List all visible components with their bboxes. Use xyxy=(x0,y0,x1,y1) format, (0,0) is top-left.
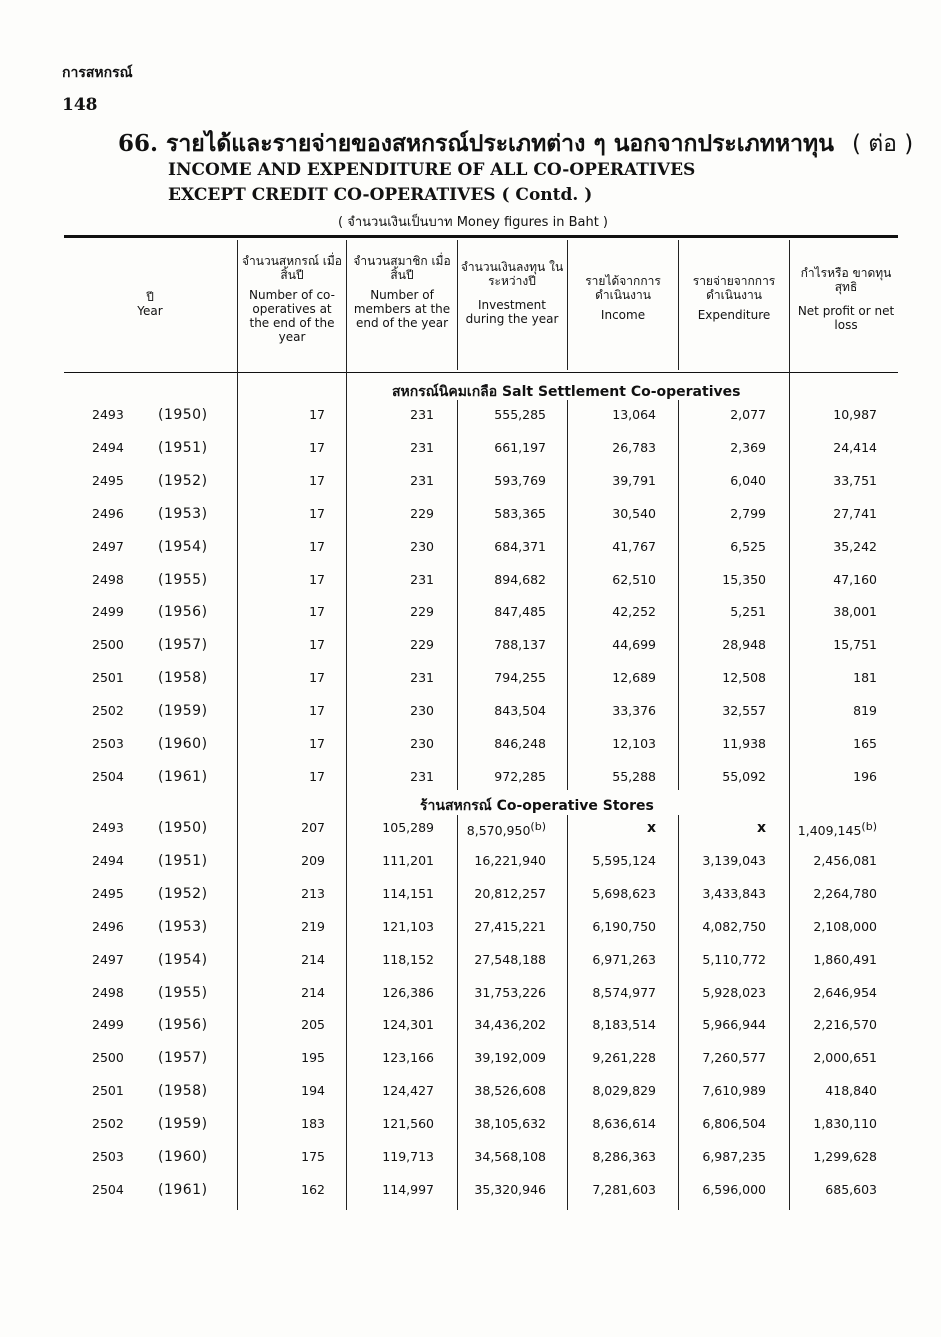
income-cell: 62,510 xyxy=(612,571,656,587)
year-be: 2499 xyxy=(92,604,124,620)
title-thai-contd: ( ต่อ ) xyxy=(851,131,914,157)
expenditure-cell: 5,251 xyxy=(730,604,766,620)
year-be: 2493 xyxy=(92,820,124,835)
members-cell: 231 xyxy=(410,439,434,455)
year-be: 2494 xyxy=(92,852,124,868)
expenditure-cell: 4,082,750 xyxy=(702,918,766,934)
members-cell: 229 xyxy=(410,604,434,620)
year-ce: (1958) xyxy=(158,1083,208,1100)
members-cell: 124,301 xyxy=(382,1017,434,1033)
table-row xyxy=(0,952,941,972)
year-be: 2499 xyxy=(92,1017,124,1033)
table-top-rule xyxy=(64,235,898,238)
table-row xyxy=(0,604,941,624)
members-cell: 231 xyxy=(410,407,434,422)
net-profit-cell: 2,000,651 xyxy=(813,1050,877,1066)
column-header-year xyxy=(64,290,236,318)
year-ce: (1961) xyxy=(158,1181,208,1198)
cooperatives-cell: 17 xyxy=(309,505,325,521)
income-cell: 5,698,623 xyxy=(592,885,656,901)
expenditure-cell: 5,928,023 xyxy=(702,984,766,1000)
investment-cell: 555,285 xyxy=(494,407,546,422)
net-profit-cell: 1,299,628 xyxy=(813,1149,877,1164)
net-profit-cell: 196 xyxy=(853,768,877,784)
table-row xyxy=(0,703,941,723)
year-ce: (1956) xyxy=(158,1017,208,1034)
year-be: 2493 xyxy=(92,407,124,422)
table-row xyxy=(0,670,941,690)
cooperatives-cell: 175 xyxy=(301,1149,325,1164)
year-be: 2495 xyxy=(92,472,124,488)
money-units-note: ( จำนวนเงินเป็นบาท Money figures in Baht ) xyxy=(338,215,608,230)
table-row xyxy=(0,820,941,840)
investment-cell: 583,365 xyxy=(494,505,546,521)
year-be: 2501 xyxy=(92,670,124,686)
section-title-cooperative-stores: ร้านสหกรณ์ Co-operative Stores xyxy=(420,798,654,814)
table-row xyxy=(0,637,941,657)
column-divider xyxy=(678,240,679,370)
column-header-investment xyxy=(460,260,564,326)
income-cell: 33,376 xyxy=(612,703,656,719)
expenditure-cell: 55,092 xyxy=(722,768,766,784)
investment-cell: 661,197 xyxy=(494,439,546,455)
year-be: 2504 xyxy=(92,1181,124,1197)
table-title-english-line2: EXCEPT CREDIT CO-OPERATIVES ( Contd. ) xyxy=(168,185,593,205)
year-ce: (1951) xyxy=(158,439,208,456)
column-header-english: Expenditure xyxy=(697,308,771,322)
investment-cell: 843,504 xyxy=(494,703,546,719)
investment-cell: 8,570,950$^{(b)}$ xyxy=(466,820,546,839)
investment-cell: 794,255 xyxy=(494,670,546,686)
table-row xyxy=(0,985,941,1005)
year-be: 2502 xyxy=(92,703,124,719)
running-header-category: การสหกรณ์ xyxy=(62,65,133,81)
income-cell: 12,103 xyxy=(612,736,656,751)
cooperatives-cell: 17 xyxy=(309,736,325,751)
column-header-cooperatives xyxy=(241,254,343,344)
expenditure-cell: 6,040 xyxy=(730,472,766,488)
members-cell: 111,201 xyxy=(382,852,434,868)
year-ce: (1958) xyxy=(158,670,208,687)
expenditure-cell: 15,350 xyxy=(722,571,766,587)
table-title-english-line1: INCOME AND EXPENDITURE OF ALL CO-OPERATIVES xyxy=(168,160,696,180)
cooperatives-cell: 17 xyxy=(309,538,325,554)
year-be: 2496 xyxy=(92,918,124,934)
table-row xyxy=(0,1083,941,1103)
column-header-thai: จำนวนสมาชิก เมื่อสิ้นปี xyxy=(353,254,451,282)
year-ce: (1953) xyxy=(158,505,208,522)
year-ce: (1954) xyxy=(158,538,208,555)
expenditure-cell: 2,077 xyxy=(730,407,766,422)
expenditure-cell: 5,110,772 xyxy=(702,951,766,967)
cooperatives-cell: 194 xyxy=(301,1083,325,1099)
footnote-marker: (b) xyxy=(530,820,546,833)
cooperatives-cell: 219 xyxy=(301,918,325,934)
table-row xyxy=(0,886,941,906)
members-cell: 105,289 xyxy=(382,820,434,835)
table-number: 66. xyxy=(118,130,159,157)
cooperatives-cell: 17 xyxy=(309,439,325,455)
column-header-english: Number of members at the end of the year xyxy=(353,288,451,330)
expenditure-cell: 7,260,577 xyxy=(702,1050,766,1066)
table-row xyxy=(0,539,941,559)
income-cell: 26,783 xyxy=(612,439,656,455)
column-header-thai: รายได้จากการ ดำเนินงาน xyxy=(585,274,661,302)
cooperatives-cell: 195 xyxy=(301,1050,325,1066)
members-cell: 230 xyxy=(410,538,434,554)
net-profit-cell: 24,414 xyxy=(833,439,877,455)
column-divider xyxy=(457,240,458,370)
net-profit-cell: 2,456,081 xyxy=(813,852,877,868)
expenditure-cell: 28,948 xyxy=(722,637,766,653)
year-ce: (1957) xyxy=(158,1050,208,1067)
members-cell: 230 xyxy=(410,736,434,751)
income-cell: 8,029,829 xyxy=(592,1083,656,1099)
investment-cell: 593,769 xyxy=(494,472,546,488)
members-cell: 119,713 xyxy=(382,1149,434,1164)
cooperatives-cell: 17 xyxy=(309,407,325,422)
year-ce: (1953) xyxy=(158,918,208,935)
income-cell: 8,636,614 xyxy=(592,1116,656,1132)
year-ce: (1960) xyxy=(158,1149,208,1165)
members-cell: 231 xyxy=(410,472,434,488)
column-header-english: Investment during the year xyxy=(465,298,559,326)
column-header-english: Income xyxy=(600,308,646,322)
cooperatives-cell: 17 xyxy=(309,604,325,620)
investment-cell: 847,485 xyxy=(494,604,546,620)
title-thai-text: รายได้และรายจ่ายของสหกรณ์ประเภทต่าง ๆ นอกจากประเภทหาทุน xyxy=(166,131,834,157)
income-cell: 44,699 xyxy=(612,637,656,653)
cooperatives-cell: 17 xyxy=(309,670,325,686)
year-ce: (1950) xyxy=(158,407,208,423)
net-profit-cell: 1,409,145$^{(b)}$ xyxy=(797,820,877,839)
year-be: 2501 xyxy=(92,1083,124,1099)
page-number: 148 xyxy=(62,95,98,115)
income-cell: 13,064 xyxy=(612,407,656,422)
year-ce: (1960) xyxy=(158,736,208,752)
cooperatives-cell: 213 xyxy=(301,885,325,901)
column-header-thai: กำไรหรือ ขาดทุนสุทธิ xyxy=(800,266,892,294)
year-ce: (1950) xyxy=(158,820,208,836)
net-profit-cell: 418,840 xyxy=(825,1083,877,1099)
income-cell: 8,574,977 xyxy=(592,984,656,1000)
members-cell: 114,997 xyxy=(382,1181,434,1197)
net-profit-cell: 2,108,000 xyxy=(813,918,877,934)
members-cell: 231 xyxy=(410,571,434,587)
investment-cell: 788,137 xyxy=(494,637,546,653)
year-be: 2500 xyxy=(92,1050,124,1066)
net-profit-cell: 165 xyxy=(853,736,877,751)
members-cell: 230 xyxy=(410,703,434,719)
investment-cell: 31,753,226 xyxy=(474,984,546,1000)
column-divider xyxy=(567,240,568,370)
investment-cell: 35,320,946 xyxy=(474,1181,546,1197)
cooperatives-cell: 17 xyxy=(309,472,325,488)
cooperatives-cell: 205 xyxy=(301,1017,325,1033)
members-cell: 231 xyxy=(410,670,434,686)
year-ce: (1957) xyxy=(158,637,208,654)
year-ce: (1961) xyxy=(158,768,208,785)
year-be: 2497 xyxy=(92,951,124,967)
net-profit-cell: 33,751 xyxy=(833,472,877,488)
cooperatives-cell: 207 xyxy=(301,820,325,835)
investment-cell: 894,682 xyxy=(494,571,546,587)
members-cell: 126,386 xyxy=(382,984,434,1000)
table-row xyxy=(0,407,941,427)
expenditure-cell: 11,938 xyxy=(722,736,766,751)
year-be: 2503 xyxy=(92,736,124,751)
column-header-thai: จำนวนเงินลงทุน ในระหว่างปี xyxy=(460,260,564,288)
column-header-thai: จำนวนสหกรณ์ เมื่อสิ้นปี xyxy=(241,254,343,282)
investment-cell: 39,192,009 xyxy=(474,1050,546,1066)
year-ce: (1951) xyxy=(158,852,208,869)
column-header-english: Number of co-operatives at the end of the year xyxy=(249,288,335,344)
investment-cell: 846,248 xyxy=(494,736,546,751)
net-profit-cell: 685,603 xyxy=(825,1181,877,1197)
income-cell: x xyxy=(646,820,656,836)
members-cell: 229 xyxy=(410,637,434,653)
income-cell: 9,261,228 xyxy=(592,1050,656,1066)
income-cell: 5,595,124 xyxy=(592,852,656,868)
members-cell: 118,152 xyxy=(382,951,434,967)
year-be: 2503 xyxy=(92,1149,124,1164)
header-bottom-rule xyxy=(64,372,898,373)
year-be: 2494 xyxy=(92,439,124,455)
income-cell: 8,286,363 xyxy=(592,1149,656,1164)
income-cell: 6,971,263 xyxy=(592,951,656,967)
investment-cell: 34,436,202 xyxy=(474,1017,546,1033)
cooperatives-cell: 214 xyxy=(301,951,325,967)
expenditure-cell: 12,508 xyxy=(722,670,766,686)
expenditure-cell: 6,596,000 xyxy=(702,1181,766,1197)
year-be: 2498 xyxy=(92,984,124,1000)
table-row xyxy=(0,440,941,460)
expenditure-cell: 6,987,235 xyxy=(702,1149,766,1164)
net-profit-cell: 15,751 xyxy=(833,637,877,653)
year-ce: (1952) xyxy=(158,472,208,489)
column-header-income xyxy=(571,274,675,322)
members-cell: 114,151 xyxy=(382,885,434,901)
investment-cell: 972,285 xyxy=(494,768,546,784)
expenditure-cell: 5,966,944 xyxy=(702,1017,766,1033)
net-profit-cell: 27,741 xyxy=(833,505,877,521)
expenditure-cell: 3,433,843 xyxy=(702,885,766,901)
investment-cell: 38,526,608 xyxy=(474,1083,546,1099)
table-row xyxy=(0,1149,941,1169)
expenditure-cell: x xyxy=(756,820,766,836)
cooperatives-cell: 162 xyxy=(301,1181,325,1197)
income-cell: 7,281,603 xyxy=(592,1181,656,1197)
table-row xyxy=(0,572,941,592)
cooperatives-cell: 209 xyxy=(301,852,325,868)
income-cell: 41,767 xyxy=(612,538,656,554)
income-cell: 8,183,514 xyxy=(592,1017,656,1033)
income-cell: 6,190,750 xyxy=(592,918,656,934)
expenditure-cell: 6,806,504 xyxy=(702,1116,766,1132)
column-header-members xyxy=(350,254,454,330)
year-be: 2504 xyxy=(92,768,124,784)
investment-cell: 34,568,108 xyxy=(474,1149,546,1164)
members-cell: 124,427 xyxy=(382,1083,434,1099)
expenditure-cell: 2,369 xyxy=(730,439,766,455)
members-cell: 123,166 xyxy=(382,1050,434,1066)
year-ce: (1956) xyxy=(158,604,208,621)
year-be: 2502 xyxy=(92,1116,124,1132)
members-cell: 231 xyxy=(410,768,434,784)
income-cell: 30,540 xyxy=(612,505,656,521)
investment-cell: 27,548,188 xyxy=(474,951,546,967)
year-ce: (1955) xyxy=(158,984,208,1001)
members-cell: 121,103 xyxy=(382,918,434,934)
expenditure-cell: 6,525 xyxy=(730,538,766,554)
members-cell: 121,560 xyxy=(382,1116,434,1132)
net-profit-cell: 181 xyxy=(853,670,877,686)
net-profit-cell: 2,216,570 xyxy=(813,1017,877,1033)
table-row xyxy=(0,1050,941,1070)
table-row xyxy=(0,473,941,493)
table-row xyxy=(0,853,941,873)
table-row xyxy=(0,1116,941,1136)
footnote-marker: (b) xyxy=(861,820,877,833)
net-profit-cell: 47,160 xyxy=(833,571,877,587)
cooperatives-cell: 17 xyxy=(309,703,325,719)
investment-cell: 27,415,221 xyxy=(474,918,546,934)
income-cell: 12,689 xyxy=(612,670,656,686)
investment-cell: 684,371 xyxy=(494,538,546,554)
net-profit-cell: 38,001 xyxy=(833,604,877,620)
income-cell: 39,791 xyxy=(612,472,656,488)
net-profit-cell: 35,242 xyxy=(833,538,877,554)
income-cell: 42,252 xyxy=(612,604,656,620)
section-title-salt-settlement: สหกรณ์นิคมเกลือ Salt Settlement Co-operatives xyxy=(392,384,741,400)
column-header-english: Year xyxy=(137,304,163,318)
cooperatives-cell: 214 xyxy=(301,984,325,1000)
year-be: 2496 xyxy=(92,505,124,521)
table-row xyxy=(0,506,941,526)
table-row xyxy=(0,1017,941,1037)
net-profit-cell: 1,860,491 xyxy=(813,951,877,967)
net-profit-cell: 1,830,110 xyxy=(813,1116,877,1132)
investment-cell: 20,812,257 xyxy=(474,885,546,901)
column-header-net-profit xyxy=(794,266,898,332)
column-header-expenditure xyxy=(682,274,786,322)
income-cell: 55,288 xyxy=(612,768,656,784)
cooperatives-cell: 183 xyxy=(301,1116,325,1132)
cooperatives-cell: 17 xyxy=(309,768,325,784)
net-profit-cell: 2,646,954 xyxy=(813,984,877,1000)
expenditure-cell: 32,557 xyxy=(722,703,766,719)
year-ce: (1952) xyxy=(158,885,208,902)
net-profit-cell: 2,264,780 xyxy=(813,885,877,901)
expenditure-cell: 3,139,043 xyxy=(702,852,766,868)
investment-cell: 16,221,940 xyxy=(474,852,546,868)
investment-cell: 38,105,632 xyxy=(474,1116,546,1132)
net-profit-cell: 819 xyxy=(853,703,877,719)
year-ce: (1959) xyxy=(158,1116,208,1133)
column-header-english: Net profit or net loss xyxy=(797,304,895,332)
table-row xyxy=(0,769,941,789)
column-header-thai: ปี xyxy=(146,290,154,304)
expenditure-cell: 2,799 xyxy=(730,505,766,521)
cooperatives-cell: 17 xyxy=(309,637,325,653)
column-header-thai: รายจ่ายจากการ ดำเนินงาน xyxy=(692,274,776,302)
expenditure-cell: 7,610,989 xyxy=(702,1083,766,1099)
year-ce: (1959) xyxy=(158,703,208,720)
table-row xyxy=(0,1182,941,1202)
year-be: 2498 xyxy=(92,571,124,587)
table-row xyxy=(0,736,941,756)
year-be: 2495 xyxy=(92,885,124,901)
year-ce: (1955) xyxy=(158,571,208,588)
table-row xyxy=(0,919,941,939)
year-be: 2500 xyxy=(92,637,124,653)
cooperatives-cell: 17 xyxy=(309,571,325,587)
table-title-thai xyxy=(118,126,913,162)
members-cell: 229 xyxy=(410,505,434,521)
year-ce: (1954) xyxy=(158,951,208,968)
year-be: 2497 xyxy=(92,538,124,554)
net-profit-cell: 10,987 xyxy=(833,407,877,422)
